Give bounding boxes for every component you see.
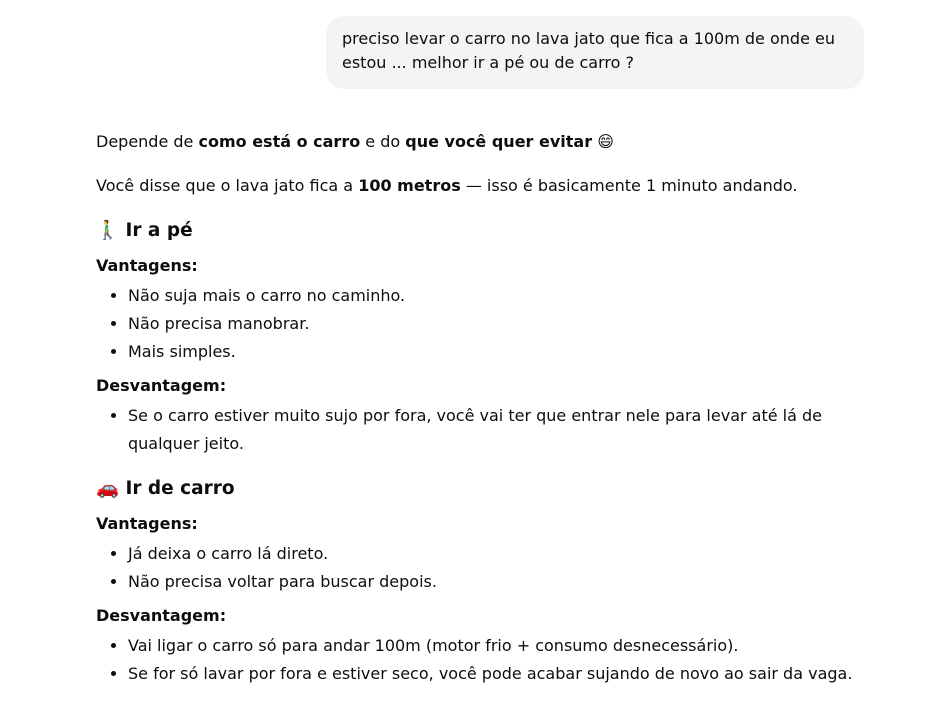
intro-bold-text: que você quer evitar <box>405 132 593 151</box>
walk-pros-label: Vantagens: <box>96 256 198 275</box>
user-message-row <box>326 16 864 89</box>
intro-bold-text: como está o carro <box>198 132 361 151</box>
assistant-message <box>96 128 876 694</box>
intro-text: Depende de <box>96 132 199 151</box>
list-item: • Mais simples. <box>128 338 876 366</box>
car-pros-label: Vantagens: <box>96 514 198 533</box>
intro-text: e do <box>360 132 406 151</box>
list-item: • Se o carro estiver muito sujo por fora, você vai ter que entrar nele para levar até lá de qualquer jeito. <box>128 402 876 458</box>
car-cons-list <box>96 632 876 688</box>
list-item: • Não suja mais o carro no caminho. <box>128 282 876 310</box>
smile-emoji: 😄 <box>592 132 614 151</box>
user-message-text: preciso levar o carro no lava jato que fica a 100m de onde eu estou ... melhor ir a pé ou de carro ? <box>342 29 835 72</box>
list-item: • Não precisa manobrar. <box>128 310 876 338</box>
list-item: • Se for só lavar por fora e estiver seco, você pode acabar sujando de novo ao sair da vaga. <box>128 660 876 688</box>
intro-paragraph-2 <box>96 172 876 200</box>
section-heading-walk: 🚶‍♂️ Ir a pé <box>96 220 193 241</box>
walk-cons-label: Desvantagem: <box>96 376 227 395</box>
list-item: • Vai ligar o carro só para andar 100m (motor frio + consumo desnecessário). <box>128 632 876 660</box>
car-pros-list <box>96 540 876 596</box>
user-message-bubble <box>326 16 864 89</box>
walk-cons-list <box>96 402 876 458</box>
car-cons-label: Desvantagem: <box>96 606 227 625</box>
intro-text: — isso é basicamente 1 minuto andando. <box>460 176 798 195</box>
section-heading-car: 🚗 Ir de carro <box>96 478 235 499</box>
intro-text: Você disse que o lava jato fica a <box>96 176 359 195</box>
intro-paragraph-1 <box>96 128 876 156</box>
list-item: • Já deixa o carro lá direto. <box>128 540 876 568</box>
list-item: • Não precisa voltar para buscar depois. <box>128 568 876 596</box>
walk-pros-list <box>96 282 876 366</box>
intro-bold-text: 100 metros <box>358 176 461 195</box>
